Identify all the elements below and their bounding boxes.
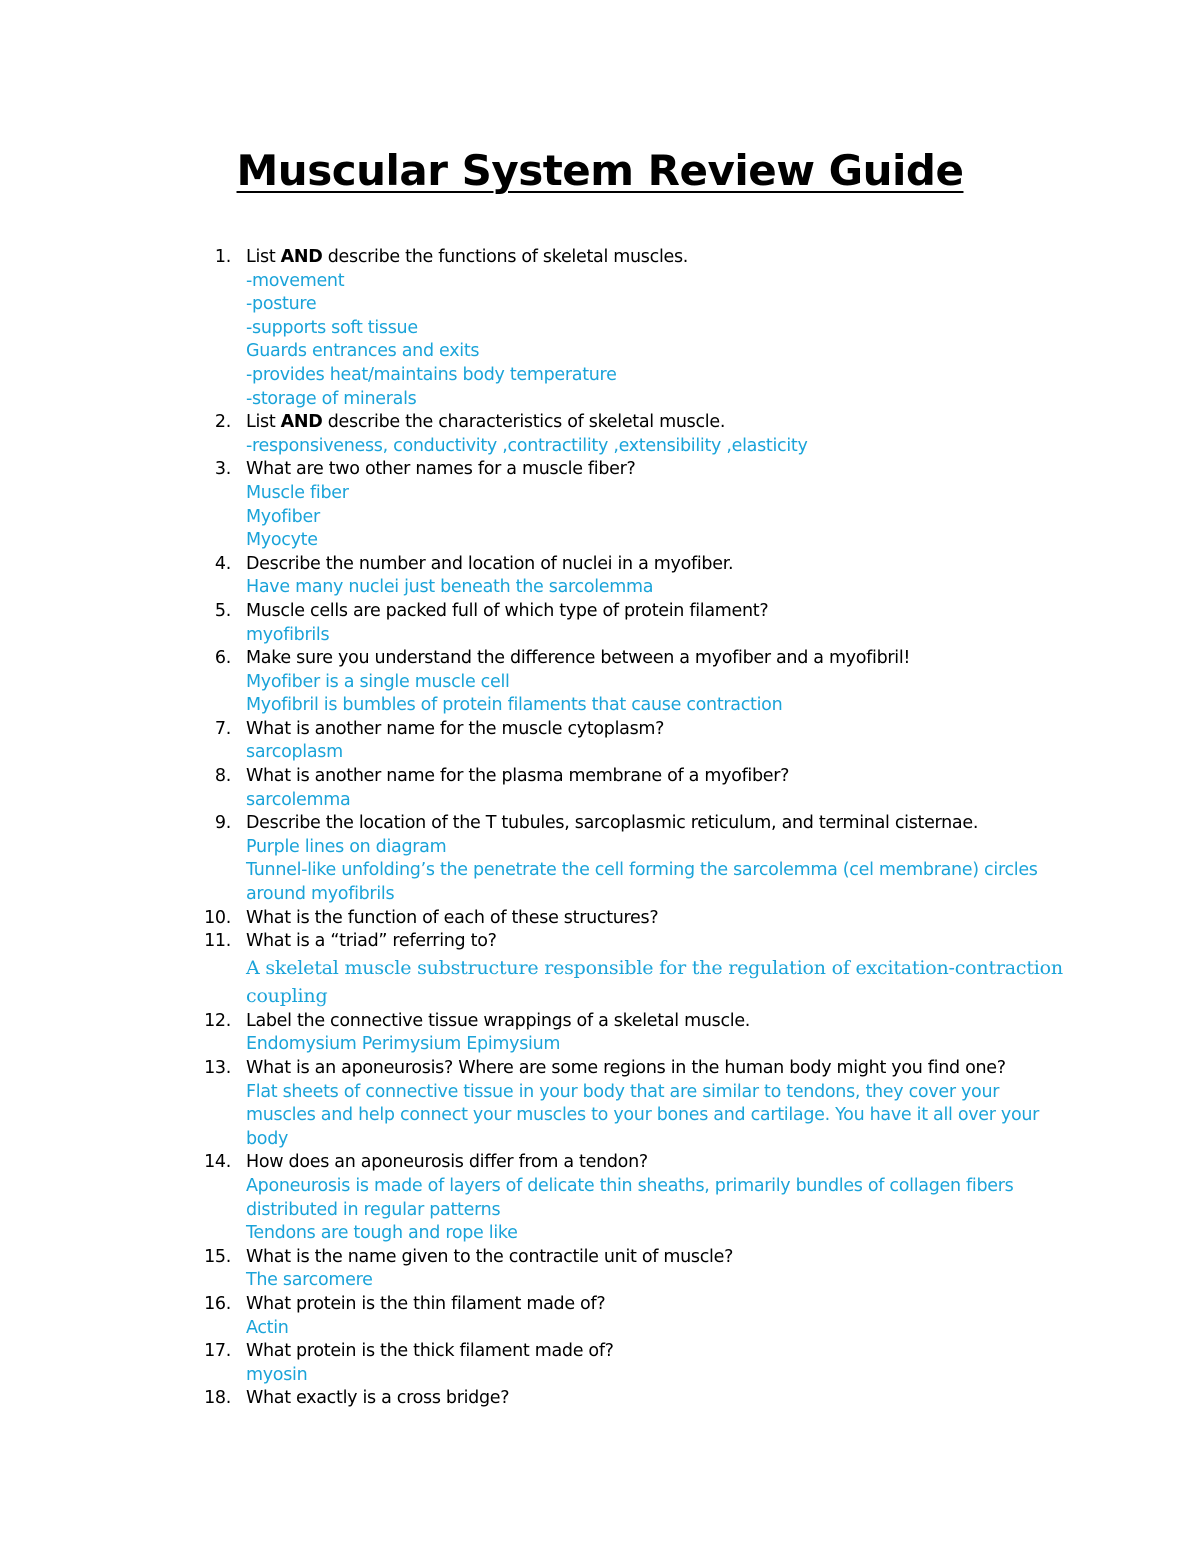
answer-line: coupling <box>246 984 328 1007</box>
question-number: 16. <box>204 1293 231 1314</box>
question-line <box>0 458 1200 482</box>
question-number: 9. <box>214 813 231 834</box>
answer-line: -movement <box>246 270 345 291</box>
question-emphasis: AND <box>280 247 323 267</box>
question-number: 7. <box>214 718 231 739</box>
answer-line: -supports soft tissue <box>246 317 418 338</box>
question-text: What is the function of each of these structures? <box>246 907 659 928</box>
question-line <box>0 1340 1200 1364</box>
question-line <box>0 765 1200 789</box>
question-item <box>0 458 1200 552</box>
question-text: Describe the location of the T tubules, sarcoplasmic reticulum, and terminal cisternae. <box>246 813 979 834</box>
question-number: 3. <box>214 459 231 480</box>
question-number: 17. <box>204 1341 231 1362</box>
question-item <box>0 1057 1200 1151</box>
answer-line: A skeletal muscle substructure responsible for the regulation of excitation-contraction <box>246 956 1063 979</box>
answer-line: distributed in regular patterns <box>246 1199 501 1220</box>
question-line <box>0 718 1200 742</box>
answer-line: Actin <box>246 1317 289 1338</box>
question-item <box>0 1293 1200 1340</box>
question-text <box>246 412 725 432</box>
page-title: Muscular System Review Guide <box>236 146 964 195</box>
answer-line: around myofibrils <box>246 884 395 905</box>
question-item <box>0 647 1200 718</box>
answer-line: Tendons are tough and rope like <box>246 1223 518 1244</box>
question-text: Label the connective tissue wrappings of a skeletal muscle. <box>246 1010 751 1031</box>
question-number: 13. <box>204 1058 231 1078</box>
question-text-part: describe the characteristics of skeletal muscle. <box>322 412 726 433</box>
answer-line: Purple lines on diagram <box>246 836 447 857</box>
question-number: 18. <box>204 1388 231 1409</box>
question-item <box>0 411 1200 458</box>
question-text: How does an aponeurosis differ from a tendon? <box>246 1152 648 1173</box>
question-item <box>0 907 1200 931</box>
question-line <box>0 1387 1200 1411</box>
answer-line: myosin <box>246 1364 308 1385</box>
question-text: What is the name given to the contractile unit of muscle? <box>246 1246 734 1267</box>
question-item <box>0 1246 1200 1293</box>
answer-line: Flat sheets of connective tissue in your body that are similar to tendons, they cover your <box>246 1081 1000 1102</box>
answer-line: sarcoplasm <box>246 742 343 763</box>
question-text-part: List <box>246 412 281 433</box>
question-line <box>0 1293 1200 1317</box>
question-number: 1. <box>214 247 231 267</box>
question-text: Make sure you understand the difference between a myofiber and a myofibril! <box>246 648 911 669</box>
answer-line: Have many nuclei just beneath the sarcolemma <box>246 577 654 598</box>
answer-line: Myofiber <box>246 506 320 527</box>
answer-line: Aponeurosis is made of layers of delicate thin sheaths, primarily bundles of collagen fibers <box>246 1175 1014 1196</box>
answer-line: muscles and help connect your muscles to your bones and cartilage. You have it all over your <box>246 1105 1040 1126</box>
question-item <box>0 553 1200 600</box>
question-line <box>0 553 1200 577</box>
answer-line: -posture <box>246 294 317 315</box>
answer-line: sarcolemma <box>246 789 351 810</box>
answer-line: body <box>246 1128 289 1149</box>
question-line <box>0 647 1200 671</box>
question-number: 12. <box>204 1010 231 1031</box>
question-number: 2. <box>214 412 231 433</box>
answer-line: Myofiber is a single muscle cell <box>246 671 510 692</box>
answer-line: Endomysium Perimysium Epimysium <box>246 1034 561 1055</box>
question-line <box>0 411 1200 435</box>
question-number: 14. <box>204 1152 231 1173</box>
question-number: 15. <box>204 1246 231 1267</box>
question-line <box>0 812 1200 836</box>
question-item <box>0 1151 1200 1245</box>
question-text-part: describe the functions of skeletal muscles. <box>322 247 689 267</box>
question-text: What is an aponeurosis? Where are some regions in the human body might you find one? <box>246 1058 1006 1078</box>
question-number: 4. <box>214 553 231 574</box>
question-text-part: List <box>246 247 281 267</box>
question-number: 8. <box>214 766 231 787</box>
question-number: 5. <box>214 600 231 621</box>
answer-line: Tunnel-like unfolding’s the penetrate the cell forming the sarcolemma (cel membrane) circles <box>246 860 1038 881</box>
question-text <box>246 247 688 267</box>
answer-line: -storage of minerals <box>246 388 417 409</box>
question-text: What are two other names for a muscle fiber? <box>246 459 636 480</box>
question-text: Muscle cells are packed full of which type of protein filament? <box>246 600 769 621</box>
question-text: What is another name for the plasma membrane of a myofiber? <box>246 766 790 787</box>
question-line <box>0 907 1200 931</box>
question-line <box>0 1010 1200 1034</box>
answer-line: -responsiveness, conductivity ,contractility ,extensibility ,elasticity <box>246 435 808 456</box>
question-text: What protein is the thick filament made of? <box>246 1341 614 1362</box>
question-number: 10. <box>204 907 231 928</box>
question-text: What exactly is a cross bridge? <box>246 1388 510 1409</box>
question-line <box>0 930 1200 954</box>
question-item <box>0 1340 1200 1387</box>
question-item <box>0 600 1200 647</box>
answer-line: Myofibril is bumbles of protein filaments that cause contraction <box>246 695 783 716</box>
question-line <box>0 1057 1200 1081</box>
question-text: What is a “triad” referring to? <box>246 931 497 952</box>
question-line <box>0 1246 1200 1270</box>
question-number: 11. <box>204 931 231 952</box>
question-text: What protein is the thin filament made of? <box>246 1293 606 1314</box>
question-line <box>0 1151 1200 1175</box>
question-emphasis: AND <box>280 412 323 433</box>
answer-line: -provides heat/maintains body temperature <box>246 364 617 385</box>
question-number: 6. <box>214 648 231 669</box>
question-text: What is another name for the muscle cytoplasm? <box>246 718 665 739</box>
answer-line: myofibrils <box>246 624 330 645</box>
question-item <box>0 930 1200 1010</box>
question-item <box>0 1010 1200 1057</box>
question-line <box>0 600 1200 624</box>
answer-line: The sarcomere <box>246 1270 373 1291</box>
question-line <box>0 246 1200 270</box>
question-item <box>0 1387 1200 1411</box>
question-text: Describe the number and location of nuclei in a myofiber. <box>246 553 734 574</box>
question-item <box>0 765 1200 812</box>
question-item <box>0 718 1200 765</box>
question-list <box>0 246 1200 1411</box>
answer-line: Myocyte <box>246 530 318 551</box>
answer-line: Muscle fiber <box>246 482 349 503</box>
question-item <box>0 246 1200 411</box>
answer-line: Guards entrances and exits <box>246 341 480 362</box>
question-item <box>0 812 1200 906</box>
